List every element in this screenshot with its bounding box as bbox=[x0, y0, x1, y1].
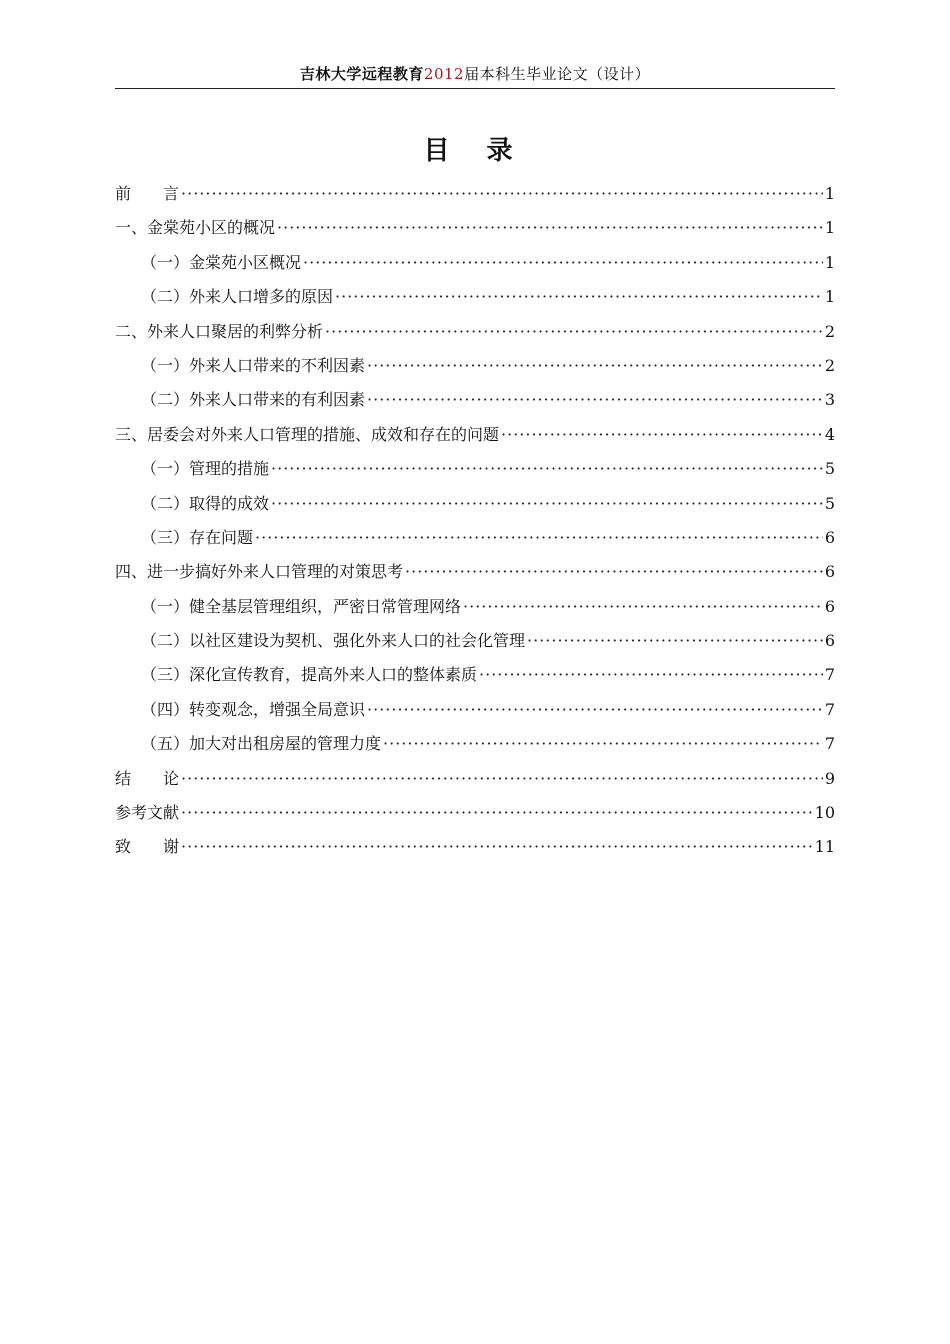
toc-entry-label: （二）取得的成效 bbox=[141, 493, 270, 513]
toc-page-number: 6 bbox=[824, 527, 835, 547]
toc-entry-chapter-3[interactable] bbox=[115, 418, 835, 452]
header-year: 2012 bbox=[423, 65, 465, 83]
toc-entry-section-4-4[interactable] bbox=[115, 693, 835, 727]
toc-entry-section-3-1[interactable] bbox=[115, 452, 835, 486]
toc-entry-section-2-1[interactable] bbox=[115, 349, 835, 383]
toc-page-number: 7 bbox=[824, 665, 835, 685]
toc-page-number: 1 bbox=[824, 252, 835, 272]
toc-dot-leader bbox=[303, 246, 823, 280]
toc-dot-leader bbox=[367, 383, 823, 417]
toc-page-number: 6 bbox=[824, 596, 835, 616]
toc-page-number: 7 bbox=[824, 734, 835, 754]
toc-dot-leader bbox=[277, 211, 823, 245]
toc-entry-section-3-3[interactable] bbox=[115, 521, 835, 555]
toc-entry-label: （二）外来人口带来的有利因素 bbox=[141, 390, 366, 410]
toc-entry-label: （一）健全基层管理组织，严密日常管理网络 bbox=[141, 596, 462, 616]
toc-entry-chapter-2[interactable] bbox=[115, 315, 835, 349]
toc-page-number: 1 bbox=[824, 287, 835, 307]
toc-dot-leader bbox=[405, 555, 823, 589]
toc-page-number: 5 bbox=[824, 493, 835, 513]
toc-dot-leader bbox=[527, 624, 823, 658]
toc-dot-leader bbox=[463, 590, 823, 624]
toc-dot-leader bbox=[255, 521, 823, 555]
toc-entry-chapter-4[interactable] bbox=[115, 555, 835, 589]
toc-entry-section-1-1[interactable] bbox=[115, 246, 835, 280]
toc-entry-references[interactable] bbox=[115, 796, 835, 830]
toc-entry-label: （一）金棠苑小区概况 bbox=[141, 252, 302, 272]
toc-dot-leader bbox=[181, 177, 823, 211]
toc-entry-label: 四、进一步搞好外来人口管理的对策思考 bbox=[115, 562, 404, 582]
toc-entry-label: 致 谢 bbox=[115, 837, 180, 857]
toc-page-number: 7 bbox=[824, 699, 835, 719]
toc-page-number: 3 bbox=[824, 390, 835, 410]
toc-entry-label: 参考文献 bbox=[115, 803, 180, 823]
toc-dot-leader bbox=[271, 452, 823, 486]
toc-dot-leader bbox=[325, 315, 823, 349]
toc-entry-section-4-1[interactable] bbox=[115, 590, 835, 624]
toc-page-number: 1 bbox=[824, 184, 835, 203]
toc-entry-label: 前 言 bbox=[115, 184, 180, 203]
toc-entry-section-3-2[interactable] bbox=[115, 487, 835, 521]
toc-page-number: 11 bbox=[814, 837, 835, 857]
toc-dot-leader bbox=[181, 762, 823, 796]
toc-dot-leader bbox=[181, 796, 813, 830]
toc-dot-leader bbox=[479, 658, 823, 692]
toc-dot-leader bbox=[367, 349, 823, 383]
toc-page-number: 10 bbox=[814, 803, 835, 823]
toc-page-number: 4 bbox=[824, 424, 835, 444]
toc-entry-label: 一、金棠苑小区的概况 bbox=[115, 218, 276, 238]
toc-entry-label: （三）存在问题 bbox=[141, 527, 254, 547]
toc-entry-label: 结 论 bbox=[115, 768, 180, 788]
page-header bbox=[115, 62, 835, 89]
toc-entry-label: （一）外来人口带来的不利因素 bbox=[141, 355, 366, 375]
toc-entry-chapter-1[interactable] bbox=[115, 211, 835, 245]
toc-entry-label: （二）以社区建设为契机、强化外来人口的社会化管理 bbox=[141, 631, 526, 651]
toc-page-number: 2 bbox=[824, 321, 835, 341]
toc-entry-section-4-3[interactable] bbox=[115, 658, 835, 692]
toc-page-number: 9 bbox=[824, 768, 835, 788]
toc-entry-label: 三、居委会对外来人口管理的措施、成效和存在的问题 bbox=[115, 424, 500, 444]
toc-entry-label: （四）转变观念，增强全局意识 bbox=[141, 699, 366, 719]
toc-entry-label: （五）加大对出租房屋的管理力度 bbox=[141, 734, 382, 754]
toc-entry-section-2-2[interactable] bbox=[115, 383, 835, 417]
toc-entry-label: （二）外来人口增多的原因 bbox=[141, 287, 334, 307]
toc-dot-leader bbox=[501, 418, 823, 452]
toc-entry-acknowledgements[interactable] bbox=[115, 830, 835, 864]
toc-page-number: 6 bbox=[824, 631, 835, 651]
toc-page-number: 2 bbox=[824, 355, 835, 375]
table-of-contents bbox=[115, 177, 835, 865]
toc-page-number: 6 bbox=[824, 562, 835, 582]
toc-dot-leader bbox=[335, 280, 823, 314]
header-university: 吉林大学远程教育 bbox=[299, 65, 424, 83]
toc-dot-leader bbox=[383, 727, 823, 761]
toc-entry-section-4-2[interactable] bbox=[115, 624, 835, 658]
toc-page-number: 1 bbox=[824, 218, 835, 238]
toc-entry-conclusion[interactable] bbox=[115, 762, 835, 796]
toc-page-number: 5 bbox=[824, 459, 835, 479]
toc-entry-label: （三）深化宣传教育，提高外来人口的整体素质 bbox=[141, 665, 478, 685]
toc-entry-section-4-5[interactable] bbox=[115, 727, 835, 761]
toc-dot-leader bbox=[181, 830, 813, 864]
toc-title: 目 录 bbox=[423, 136, 527, 166]
toc-entry-label: 二、外来人口聚居的利弊分析 bbox=[115, 321, 324, 341]
toc-entry-section-1-2[interactable] bbox=[115, 280, 835, 314]
header-thesis-type: 届本科生毕业论文（设计） bbox=[464, 65, 651, 83]
toc-dot-leader bbox=[271, 487, 823, 521]
toc-dot-leader bbox=[367, 693, 823, 727]
toc-entry-preface[interactable] bbox=[115, 177, 835, 211]
toc-entry-label: （一）管理的措施 bbox=[141, 459, 270, 479]
